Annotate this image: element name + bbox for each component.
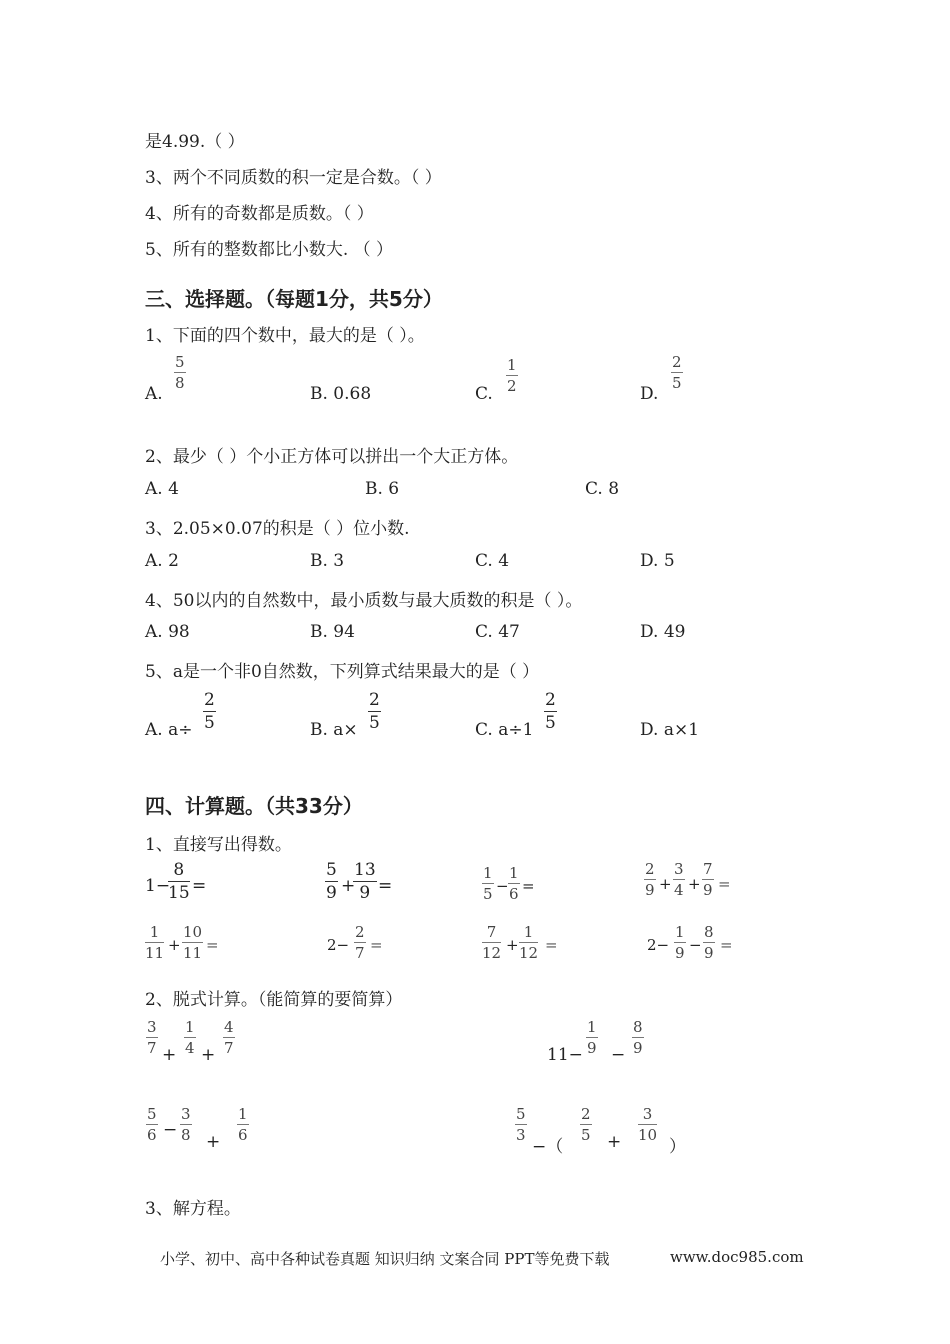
r2-e1-operator: + — [168, 936, 181, 954]
denominator: 5 — [369, 713, 380, 733]
r1-e4-equals: = — [718, 875, 731, 893]
r1-e3-fraction-1 — [482, 866, 494, 902]
q3-option-b: B. 3 — [310, 551, 345, 571]
denominator: 9 — [326, 883, 337, 903]
q3-option-d: D. 5 — [640, 551, 675, 571]
c1-fraction-3 — [223, 1020, 235, 1056]
numerator: 1 — [675, 923, 685, 941]
numerator: 5 — [175, 353, 185, 371]
q5-option-c-fraction — [544, 692, 557, 732]
r1-e4-operator-2: + — [688, 875, 701, 893]
c3-fraction-3 — [237, 1107, 249, 1143]
choice-question-1: 1、下面的四个数中，最大的是（ ）。 — [145, 326, 425, 346]
denominator: 9 — [675, 944, 685, 962]
c1-fraction-1 — [146, 1020, 158, 1056]
r1-e2-equals: = — [378, 876, 393, 896]
denominator: 2 — [507, 377, 517, 395]
judge-question-5: 5、所有的整数都比小数大. （ ） — [145, 240, 394, 260]
q3-option-c: C. 4 — [475, 551, 510, 571]
r1-e3-fraction-2 — [508, 866, 520, 902]
c4-operator-2: + — [607, 1132, 622, 1152]
judge-line-1-tail: 是4.99.（ ） — [145, 132, 245, 152]
q1-option-c-fraction — [506, 358, 518, 394]
q4-option-b: B. 94 — [310, 622, 355, 642]
numerator: 5 — [326, 860, 337, 880]
r2-e3-equals: = — [545, 936, 558, 954]
r1-e3-operator: − — [496, 877, 509, 895]
footer-text: 小学、初中、高中各种试卷真题 知识归纳 文案合同 PPT等免费下载 — [160, 1250, 610, 1268]
c4-fraction-1 — [515, 1107, 527, 1143]
r1-e1-fraction — [168, 862, 190, 902]
denominator: 11 — [145, 944, 165, 962]
numerator: 7 — [482, 925, 501, 943]
numerator: 10 — [183, 923, 203, 941]
q5-option-a-label: A. a÷ — [145, 720, 193, 740]
denominator: 9 — [704, 944, 714, 962]
section-3-heading: 三、选择题。（每题1分，共5分） — [145, 287, 443, 311]
denominator: 8 — [175, 374, 185, 392]
r2-e1-fraction-2 — [182, 925, 203, 961]
c2-fraction-2 — [632, 1020, 644, 1056]
denominator: 6 — [238, 1126, 248, 1144]
q1-option-a-label: A. — [145, 384, 163, 404]
calc-sub-1: 1、直接写出得数。 — [145, 835, 292, 855]
numerator: 8 — [168, 862, 190, 882]
numerator: 3 — [147, 1018, 157, 1036]
numerator: 1 — [238, 1105, 248, 1123]
q5-option-b-label: B. a× — [310, 720, 358, 740]
numerator: 2 — [355, 923, 365, 941]
c3-fraction-2 — [180, 1107, 192, 1143]
calc-sub-2: 2、脱式计算。（能简算的要简算） — [145, 990, 403, 1010]
numerator: 4 — [224, 1018, 234, 1036]
q2-option-a: A. 4 — [145, 479, 179, 499]
r2-e2-equals: = — [370, 936, 383, 954]
numerator: 8 — [633, 1018, 643, 1036]
numerator: 3 — [638, 1107, 657, 1125]
numerator: 1 — [587, 1018, 597, 1036]
denominator: 7 — [224, 1039, 234, 1057]
denominator: 4 — [674, 881, 684, 899]
section-4-heading: 四、计算题。（共33分） — [145, 794, 363, 818]
q5-option-b-fraction — [368, 692, 381, 732]
r2-e3-fraction-1 — [482, 925, 501, 961]
numerator: 8 — [704, 923, 714, 941]
r2-e2-fraction — [354, 925, 366, 961]
denominator: 9 — [645, 881, 655, 899]
r2-e4-prefix: 2− — [647, 936, 670, 954]
footer — [160, 1248, 804, 1269]
numerator: 2 — [204, 690, 215, 710]
q5-option-d: D. a×1 — [640, 720, 700, 740]
q3-option-a: A. 2 — [145, 551, 179, 571]
c4-close-paren: ） — [669, 1137, 686, 1157]
denominator: 15 — [168, 883, 190, 903]
r2-e3-fraction-2 — [519, 925, 538, 961]
c2-fraction-1 — [586, 1020, 598, 1056]
r1-e1-prefix: 1− — [145, 876, 171, 896]
choice-question-4: 4、50以内的自然数中，最小质数与最大质数的积是（ ）。 — [145, 591, 583, 611]
denominator: 5 — [581, 1126, 591, 1144]
q1-option-a-fraction — [174, 355, 186, 391]
numerator: 3 — [674, 860, 684, 878]
judge-question-4: 4、所有的奇数都是质数。（ ） — [145, 204, 374, 224]
c3-operator-2: + — [206, 1132, 221, 1152]
denominator: 8 — [181, 1126, 191, 1144]
r2-e4-equals: = — [720, 936, 733, 954]
choice-question-2: 2、最少（ ）个小正方体可以拼出一个大正方体。 — [145, 447, 519, 467]
denominator: 7 — [147, 1039, 157, 1057]
numerator: 1 — [185, 1018, 195, 1036]
denominator: 5 — [672, 374, 682, 392]
choice-question-5: 5、a是一个非0自然数，下列算式结果最大的是（ ） — [145, 662, 540, 682]
numerator: 1 — [145, 925, 164, 943]
denominator: 10 — [638, 1126, 658, 1144]
numerator: 2 — [369, 690, 380, 710]
denominator: 9 — [703, 881, 713, 899]
r2-e1-fraction-1 — [145, 925, 164, 961]
numerator: 2 — [645, 860, 655, 878]
q5-option-c-label: C. a÷1 — [475, 720, 534, 740]
q2-option-b: B. 6 — [365, 479, 400, 499]
c1-operator-2: + — [201, 1045, 216, 1065]
denominator: 7 — [355, 944, 365, 962]
calc-sub-3: 3、解方程。 — [145, 1199, 241, 1219]
r1-e4-fraction-3 — [702, 862, 714, 898]
r1-e3-equals: = — [522, 877, 535, 895]
c2-prefix: 11− — [547, 1045, 583, 1065]
judge-question-3: 3、两个不同质数的积一定是合数。（ ） — [145, 168, 442, 188]
numerator: 3 — [181, 1105, 191, 1123]
r1-e4-operator-1: + — [659, 875, 672, 893]
c3-operator-1: − — [163, 1120, 178, 1140]
denominator: 4 — [185, 1039, 195, 1057]
c3-fraction-1 — [146, 1107, 158, 1143]
r2-e2-prefix: 2− — [327, 936, 350, 954]
denominator: 9 — [587, 1039, 597, 1057]
denominator: 9 — [359, 883, 371, 903]
r1-e1-equals: = — [192, 876, 207, 896]
q2-option-c: C. 8 — [585, 479, 620, 499]
r1-e4-fraction-2 — [673, 862, 685, 898]
numerator: 1 — [507, 356, 517, 374]
c4-operator-1: −（ — [532, 1137, 564, 1157]
denominator: 3 — [516, 1126, 526, 1144]
q5-option-a-fraction — [203, 692, 216, 732]
r2-e4-fraction-2 — [703, 925, 715, 961]
numerator: 1 — [519, 925, 538, 943]
q1-option-b: B. 0.68 — [310, 384, 372, 404]
c1-fraction-2 — [184, 1020, 196, 1056]
c2-operator: − — [611, 1045, 626, 1065]
q4-option-d: D. 49 — [640, 622, 686, 642]
c4-fraction-2 — [580, 1107, 592, 1143]
denominator: 9 — [633, 1039, 643, 1057]
q4-option-c: C. 47 — [475, 622, 520, 642]
denominator: 11 — [183, 944, 203, 962]
numerator: 13 — [354, 860, 376, 880]
numerator: 1 — [483, 864, 493, 882]
numerator: 5 — [147, 1105, 157, 1123]
footer-site-link[interactable]: www.doc985.com — [670, 1248, 804, 1266]
numerator: 2 — [581, 1105, 591, 1123]
numerator: 5 — [516, 1105, 526, 1123]
c1-operator-1: + — [162, 1045, 177, 1065]
numerator: 1 — [509, 864, 519, 882]
numerator: 2 — [672, 353, 682, 371]
numerator: 7 — [703, 860, 713, 878]
denominator: 12 — [482, 944, 502, 962]
r2-e1-equals: = — [206, 936, 219, 954]
denominator: 6 — [509, 885, 519, 903]
denominator: 6 — [147, 1126, 157, 1144]
denominator: 5 — [483, 885, 493, 903]
c4-fraction-3 — [638, 1107, 657, 1143]
q1-option-d-fraction — [671, 355, 683, 391]
r2-e4-operator: − — [689, 936, 702, 954]
r1-e2-fraction-1 — [325, 862, 338, 902]
r1-e4-fraction-1 — [644, 862, 656, 898]
numerator: 2 — [545, 690, 556, 710]
r1-e2-operator: + — [341, 876, 356, 896]
q1-option-c-label: C. — [475, 384, 493, 404]
q1-option-d-label: D. — [640, 384, 659, 404]
r1-e2-fraction-2 — [353, 862, 377, 902]
denominator: 5 — [545, 713, 556, 733]
choice-question-3: 3、2.05×0.07的积是（ ）位小数. — [145, 519, 410, 539]
r2-e3-operator: + — [506, 936, 519, 954]
r2-e4-fraction-1 — [674, 925, 686, 961]
q4-option-a: A. 98 — [145, 622, 190, 642]
denominator: 5 — [204, 713, 215, 733]
denominator: 12 — [519, 944, 539, 962]
